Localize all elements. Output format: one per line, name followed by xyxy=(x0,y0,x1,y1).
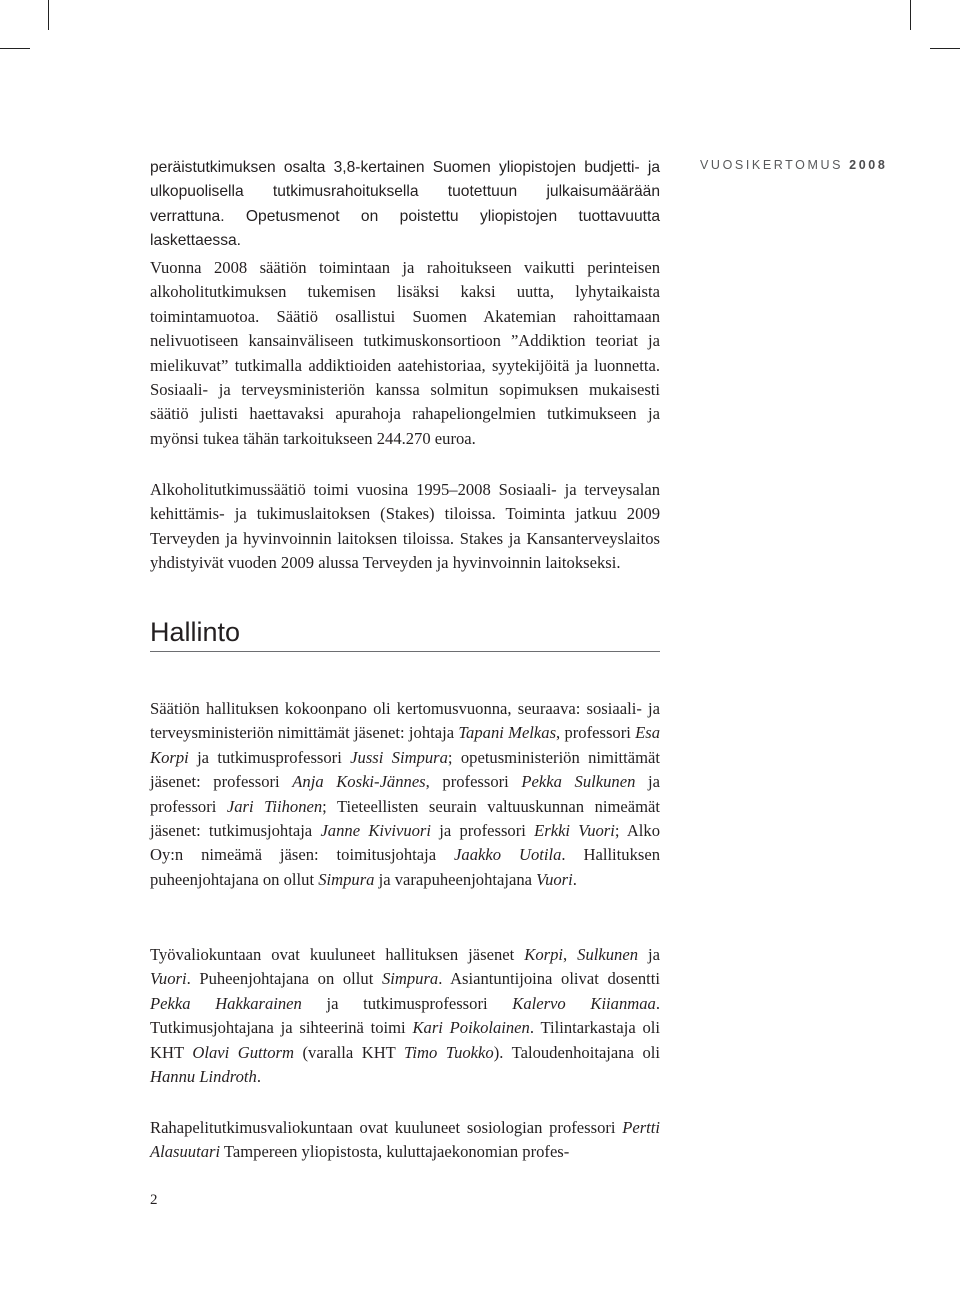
gambling-text-2: Tampereen yliopistosta, kuluttajaekonomian profes- xyxy=(220,1142,570,1162)
board-text-7: ; Tieteellisten seurain valtuuskunnan nimeämät jäsenet: tutkimusjohtaja xyxy=(150,796,660,841)
body-paragraph-3: Alkoholitutkimussäätiö toimi vuosina 1995–2008 Sosiaali- ja terveysalan kehittämis- ja tukimuslaitoksen (Stakes) tiloissa. Toiminta jatkuu 2009 Terveyden ja hyvinvoinnin laitoksen tiloissa. Stakes ja Kansanterveyslaitos yhdistyivät vuoden 2009 alussa Terveyden ja hyvinvoinnin laitokseksi. xyxy=(150,480,660,573)
intro-paragraph: peräistutkimuksen osalta 3,8-kertainen Suomen yliopistojen budjetti- ja ulkopuolisella tutkimusrahoituksella tuotettuun julkaisumäärään verrattuna. Opetusmenot on poistettu yliopistojen tuottavuutta laskettaessa. xyxy=(150,159,660,250)
gambling-committee-block xyxy=(150,1116,660,1165)
board-text-12: . xyxy=(572,869,577,889)
board-name-4: Anja Koski-Jännes xyxy=(292,772,426,792)
crop-mark-top-left xyxy=(48,0,49,30)
running-header-year: 2008 xyxy=(849,158,888,172)
running-header-title: VUOSIKERTOMUS xyxy=(700,158,844,172)
board-text-10: . Hallituksen puheenjohtajana on ollut xyxy=(150,845,660,889)
board-name-10: Simpura xyxy=(318,869,375,889)
board-name-7: Janne Kivivuori xyxy=(320,821,431,841)
committee-name-7: Kari Poikolainen xyxy=(412,1018,530,1038)
running-header xyxy=(700,158,887,172)
board-text-5: , professori xyxy=(425,772,522,792)
section-title-rule xyxy=(150,651,660,652)
board-name-9: Jaakko Uotila xyxy=(454,845,562,865)
intro-block xyxy=(150,156,660,254)
board-name-2: Esa Korpi xyxy=(150,723,660,767)
board-name-8: Erkki Vuori xyxy=(534,821,615,841)
committee-text-4: . Puheenjohtajana on ollut xyxy=(186,969,382,989)
board-name-6: Jari Tiihonen xyxy=(226,796,323,816)
paragraph-2-block xyxy=(150,256,660,451)
gambling-text-1: Rahapelitutkimusvaliokuntaan ovat kuuluneet sosiologian professori xyxy=(150,1118,623,1137)
committee-name-5: Pekka Hakkarainen xyxy=(150,993,302,1013)
crop-mark-top-right xyxy=(910,0,911,30)
committee-text-2: , xyxy=(563,945,578,964)
committee-paragraph xyxy=(150,943,660,1089)
committee-text-3: ja xyxy=(638,945,660,964)
committee-name-6: Kalervo Kiianmaa xyxy=(512,993,656,1013)
gambling-committee-paragraph xyxy=(150,1116,660,1165)
committee-block xyxy=(150,943,660,1089)
section-title: Hallinto xyxy=(150,617,241,647)
committee-text-6: ja tutkimusprofessori xyxy=(301,993,513,1013)
committee-text-10: ). Taloudenhoitajana oli xyxy=(493,1042,660,1062)
board-text-6: ja professori xyxy=(150,772,660,816)
board-text-2: , professori xyxy=(556,723,636,743)
board-text-3: ja tutkimusprofessori xyxy=(188,747,351,767)
board-text-8: ja professori xyxy=(431,821,535,841)
crop-mark-top-left-horizontal xyxy=(0,48,30,49)
board-paragraph xyxy=(150,697,660,892)
committee-text-8: . Tilintarkastaja oli KHT xyxy=(150,1018,661,1062)
crop-mark-top-right-horizontal xyxy=(930,48,960,49)
committee-text-5: . Asiantuntijoina olivat dosentti xyxy=(438,969,660,989)
committee-name-2: Sulkunen xyxy=(577,945,638,964)
board-name-3: Jussi Simpura xyxy=(350,747,448,767)
page-number: 2 xyxy=(150,1192,158,1208)
board-text-11: ja varapuheenjohtajana xyxy=(374,869,537,889)
committee-text-11: . xyxy=(256,1067,261,1087)
section-heading-block xyxy=(150,614,660,652)
committee-text-9: (varalla KHT xyxy=(293,1042,405,1062)
board-name-5: Pekka Sulkunen xyxy=(521,772,636,792)
board-text-9: ; Alko Oy:n nimeämä jäsen: toimitusjohtaja xyxy=(150,821,661,865)
paragraph-3-block xyxy=(150,478,660,576)
body-paragraph-2: Vuonna 2008 säätiön toimintaan ja rahoitukseen vaikutti perinteisen alkoholitutkimuksen tukemisen lisäksi kaksi uutta, lyhytaikaista toimintamuotoa. Säätiö osallistui Suomen Akatemian rahoittamaan nelivuotiseen kansainväliseen tutkimuskonsortioon ”Addiktion teoriat ja mielikuvat” tutkimalla addiktioiden aatehistoriaa, syytekijöitä ja luonnetta. Sosiaali- ja terveysministeriön kanssa solmitun sopimuksen mukaisesti säätiö julisti haettavaksi apurahoja rahapeliongelmien tutkimukseen ja myönsi tukea tähän tarkoitukseen 244.270 euroa. xyxy=(150,258,660,448)
committee-name-1: Korpi xyxy=(524,945,563,964)
committee-name-8: Olavi Guttorm xyxy=(192,1042,294,1062)
committee-text-7: . Tutkimusjohtajana ja sihteerinä toimi xyxy=(150,993,660,1038)
board-block xyxy=(150,697,660,892)
board-text-1: Säätiön hallituksen kokoonpano oli kertomusvuonna, seuraava: sosiaali- ja terveysministeriön nimittämät jäsenet: johtaja xyxy=(150,699,660,743)
board-text-4: ; opetusministeriön nimittämät jäsenet: professori xyxy=(150,747,660,792)
committee-name-9: Timo Tuokko xyxy=(404,1042,494,1062)
board-name-11: Vuori xyxy=(536,869,573,889)
gambling-name-1: Pertti Alasuutari xyxy=(150,1118,660,1162)
committee-name-3: Vuori xyxy=(150,969,187,989)
committee-name-10: Hannu Lindroth xyxy=(150,1067,257,1087)
board-name-1: Tapani Melkas xyxy=(458,723,557,743)
committee-name-4: Simpura xyxy=(381,969,439,989)
committee-text-1: Työvaliokuntaan ovat kuuluneet hallituksen jäsenet xyxy=(150,945,525,964)
